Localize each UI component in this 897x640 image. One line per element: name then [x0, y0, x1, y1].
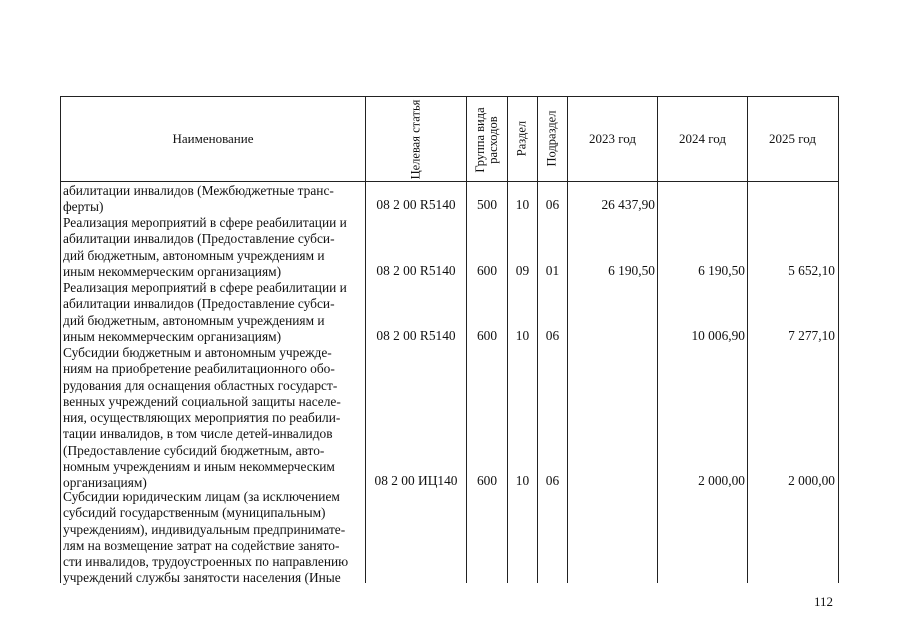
row-2025: 5 652,10 [788, 263, 835, 278]
header-subsection-cell [538, 97, 567, 181]
row-2025: 7 277,10 [788, 328, 835, 343]
row-2025: 2 000,00 [788, 473, 835, 488]
header-2024: 2024 год [679, 131, 726, 146]
row-name: Реализация мероприятий в сфере реабилитации и абилитации инвалидов (Предоставление субси- дий бюджетным, автономным учреждениям и иным некоммерческим организациям) [63, 280, 347, 344]
row-group: 600 [476, 473, 498, 488]
row-group: 500 [476, 197, 498, 212]
row-section: 09 [515, 263, 530, 278]
row-section: 10 [515, 473, 530, 488]
row-section: 10 [515, 328, 530, 343]
row-name: Субсидии юридическим лицам (за исключением субсидий государственным (муниципальным) учреждениям), индивидуальным предпринимате- лям на возмещение затрат на содействие занято- сти инвалидов, трудоустроенных по направлению учреждений службы занятости населения (Иные [63, 489, 349, 586]
header-name: Наименование [172, 131, 254, 146]
row-subsection: 06 [545, 197, 560, 212]
row-subsection: 01 [545, 263, 560, 278]
row-target: 08 2 00 R5140 [376, 328, 456, 343]
row-2023: 6 190,50 [608, 263, 655, 278]
header-section: Раздел [514, 120, 529, 157]
header-group-cell [467, 97, 507, 181]
row-2024: 2 000,00 [698, 473, 745, 488]
header-target-cell [366, 97, 466, 181]
row-name: Субсидии бюджетным и автономным учрежде- ниям на приобретение реабилитационного обо- рудования для оснащения областных государст- венных учреждений социальной защиты населе- ния, осуществляющих мероприятия по реабили- тации инвалидов, в том числе детей-инвалидов (Предоставление субсидий бюджетным, авто- номным учреждениям и иным некоммерческим организациям) [63, 345, 341, 491]
row-2024: 10 006,90 [691, 328, 745, 343]
header-section-cell [508, 97, 537, 181]
header-subsection: Подраздел [544, 110, 559, 167]
row-target: 08 2 00 R5140 [376, 263, 456, 278]
budget-table [60, 96, 839, 586]
row-name: абилитации инвалидов (Межбюджетные транс- ферты) [63, 183, 334, 215]
page-number: 112 [814, 594, 834, 609]
row-subsection: 06 [545, 328, 560, 343]
header-group: Группа вида расходов [473, 107, 500, 173]
row-group: 600 [476, 328, 498, 343]
header-2025: 2025 год [769, 131, 816, 146]
row-target: 08 2 00 R5140 [376, 197, 456, 212]
header-2023: 2023 год [589, 131, 636, 146]
header-divider [61, 181, 838, 182]
row-2023: 26 437,90 [601, 197, 655, 212]
header-target: Целевая статья [408, 99, 423, 180]
row-subsection: 06 [545, 473, 560, 488]
row-target: 08 2 00 ИЦ140 [374, 473, 458, 488]
row-section: 10 [515, 197, 530, 212]
row-name: Реализация мероприятий в сфере реабилитации и абилитации инвалидов (Предоставление субси- дий бюджетным, автономным учреждениям и иным некоммерческим организациям) [63, 215, 347, 279]
row-2024: 6 190,50 [698, 263, 745, 278]
row-group: 600 [476, 263, 498, 278]
